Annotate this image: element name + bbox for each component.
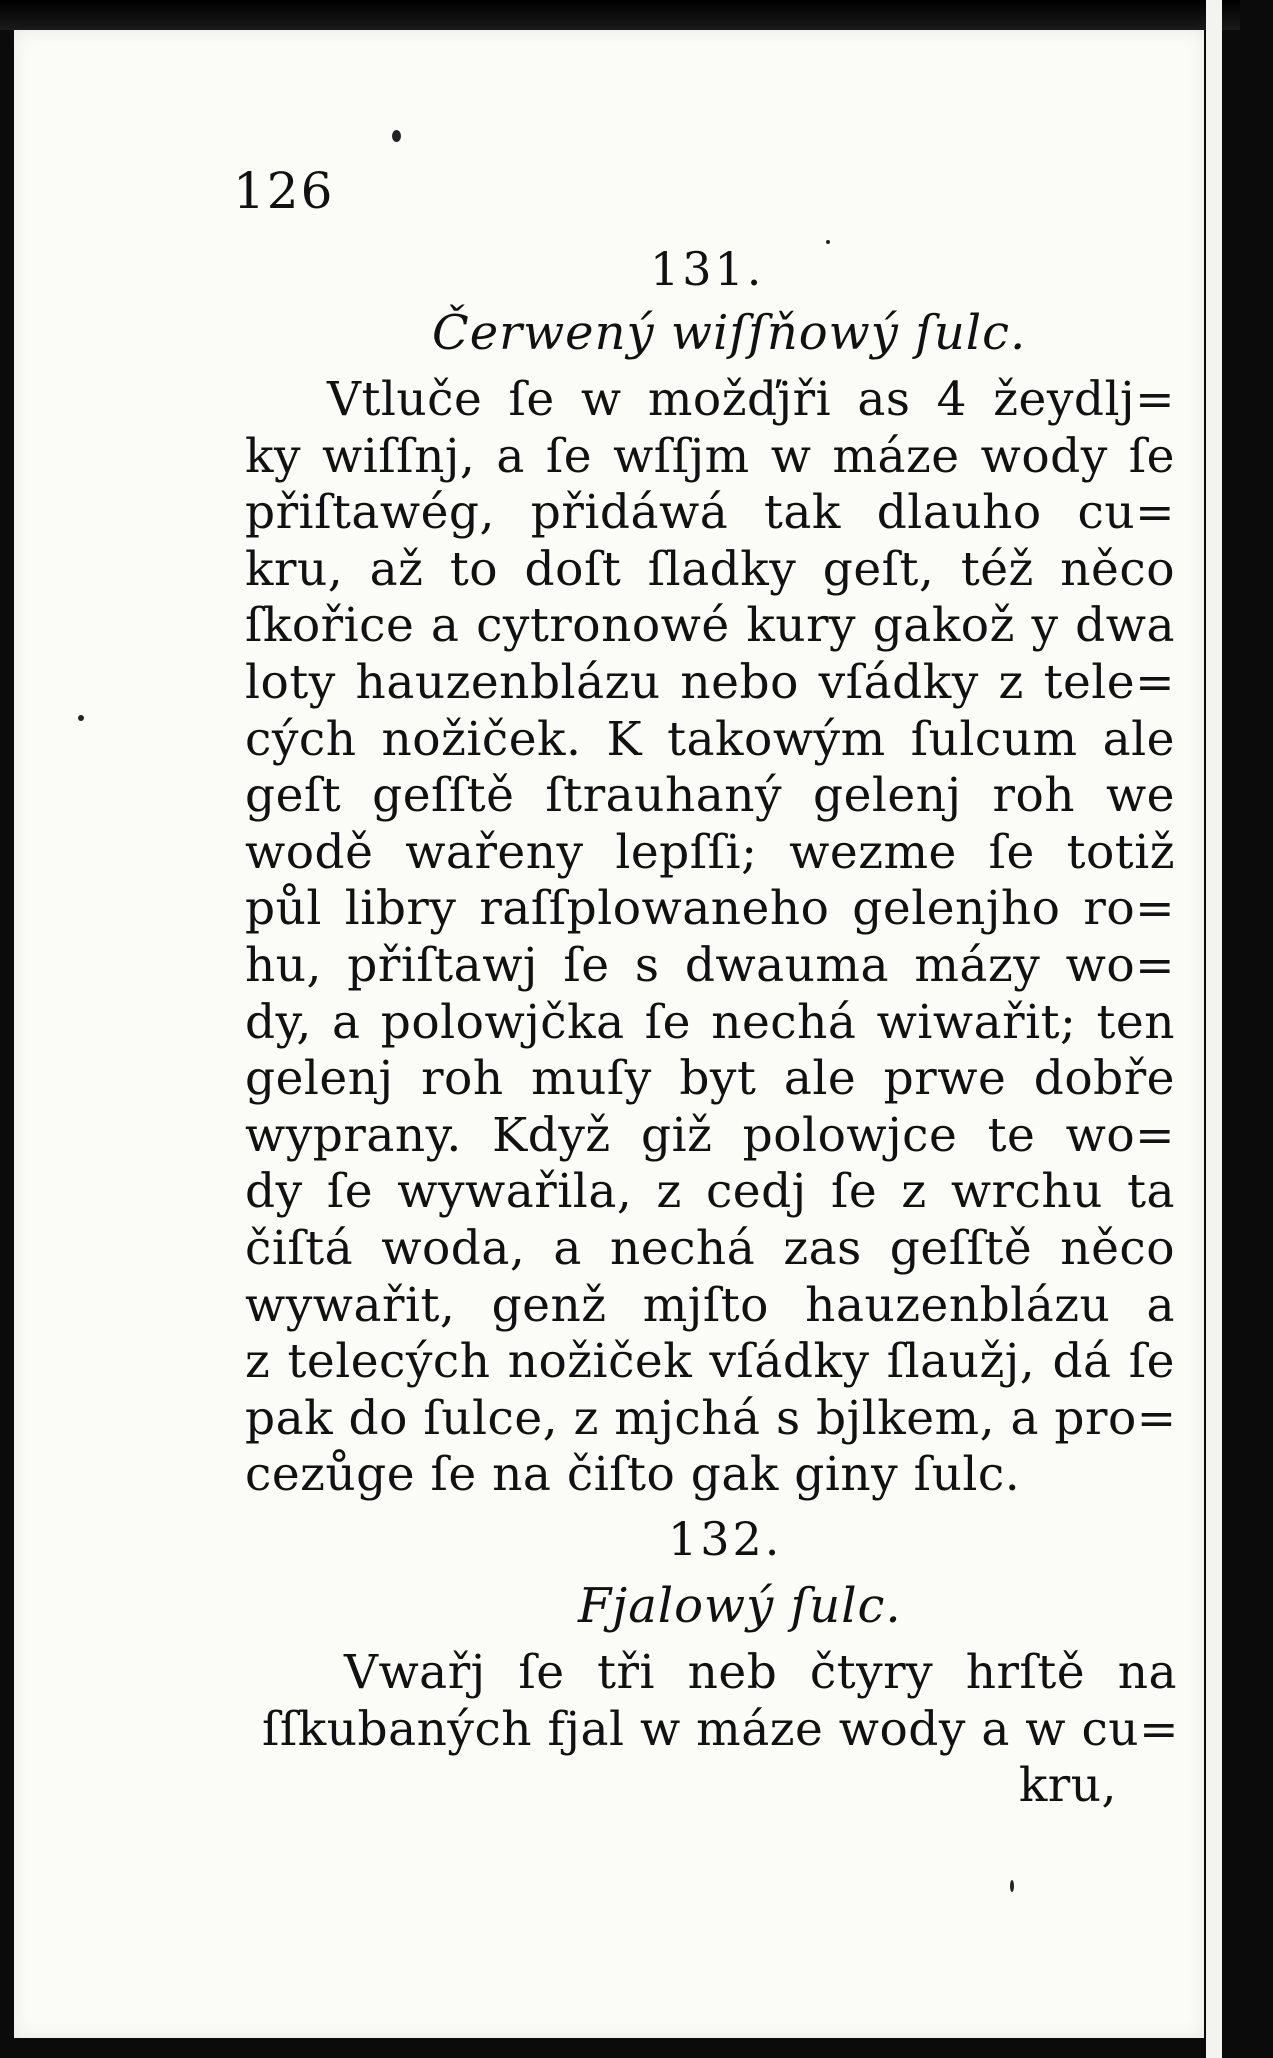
ink-speck [78,715,84,721]
page-number: 126 [233,162,335,220]
text-line: kru, [1018,1758,1117,1814]
text-line: cých nožiček. K takowým ſulcum ale [245,711,1175,767]
recipe-body [262,1645,1177,1815]
recipe-title: Fjalowý ſulc. [578,1578,902,1634]
recipe-number: 132. [668,1512,783,1566]
text-line: půl libry raſſplowaneho gelenjho ro= [245,881,1175,937]
text-line: wywařit, genž mjſto hauzenblázu a [245,1277,1175,1333]
text-line: wyprany. Když giž polowjce te wo= [245,1107,1175,1163]
text-line: ky wiſſnj, a ſe wſſjm w máze wody ſe [245,428,1175,484]
ink-speck [1010,1880,1014,1892]
recipe-title: Čerwený wiſſňowý ſulc. [432,305,1027,361]
text-line: cezůge ſe na čiſto gak giny ſulc. [245,1447,1021,1503]
text-line: přiſtawég, přidáwá tak dlauho cu= [245,485,1175,541]
text-line: z telecých nožiček vſádky ſlaužj, dá ſe [245,1334,1175,1390]
text-line: dy ſe wywařila, z cedj ſe z wrchu ta [245,1164,1175,1220]
text-line: geſt geſſtě ſtrauhaný gelenj roh we [245,768,1175,824]
text-line: kru, až to doſt ſladky geſt, též něco [245,541,1175,597]
text-line: gelenj roh muſy byt ale prwe dobře [245,1051,1175,1107]
next-page-edge [1206,0,1222,2058]
text-line: pak do ſulce, z mjchá s bjlkem, a pro= [245,1390,1177,1446]
text-line: hu, přiſtawj ſe s dwauma mázy wo= [245,937,1175,993]
text-line: čiſtá woda, a nechá zas geſſtě něco [245,1220,1175,1276]
text-line: wodě wařeny lepſſi; wezme ſe totiž [245,824,1175,880]
text-line: loty hauzenblázu nebo vſádky z tele= [245,654,1175,710]
top-shadow [0,0,1240,30]
ink-speck [826,240,830,244]
text-line: ſkořice a cytronowé kury gakož y dwa [245,598,1175,654]
text-line: dy, a polowjčka ſe nechá wiwařit; ten [245,994,1175,1050]
text-line: Vtluče ſe w možďjři as 4 žeydlj= [327,372,1175,427]
recipe-number: 131. [650,242,765,296]
text-line: ſſkubaných fjal w máze wody a w cu= [262,1701,1179,1757]
text-line: Vwařj ſe tři neb čtyry hrſtě na [344,1645,1177,1700]
ink-speck [392,130,401,142]
recipe-body [245,372,1175,1504]
